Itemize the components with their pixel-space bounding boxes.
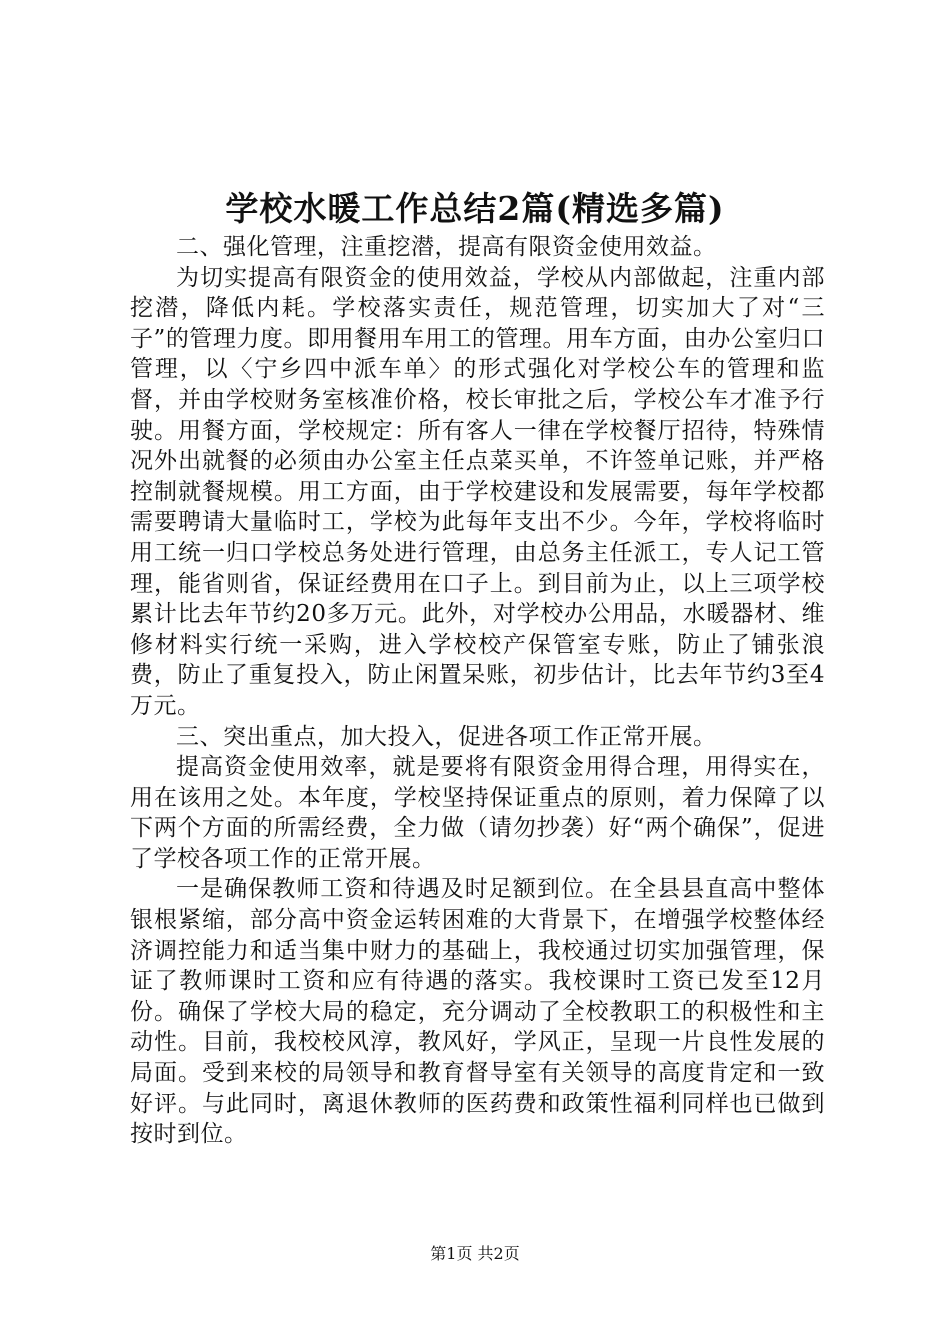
body-paragraph: 提高资金使用效率，就是要将有限资金用得合理，用得实在，用在该用之处。本年度，学校坚持保证重点的原则，着力保障了以下两个方面的所需经费，全力做（请勿抄袭）好“两个确保”，促进了学校各项工作的正常开展。 (130, 754, 825, 872)
document-body (130, 232, 825, 1150)
section-heading: 三、突出重点，加大投入，促进各项工作正常开展。 (176, 723, 717, 750)
document-title: 学校水暖工作总结2篇(精选多篇) (225, 189, 725, 228)
section-heading: 二、强化管理，注重挖潜，提高有限资金使用效益。 (176, 234, 717, 260)
body-paragraph: 为切实提高有限资金的使用效益，学校从内部做起，注重内部挖潜，降低内耗。学校落实责任，规范管理，切实加大了对“三子”的管理力度。即用餐用车用工的管理。用车方面，由办公室归口管理，以〈宁乡四中派车单〉的形式强化对学校公车的管理和监督，并由学校财务室核准价格，校长审批之后，学校公车才准予行驶。用餐方面，学校规定：所有客人一律在学校餐厅招待，特殊情况外出就餐的必须由办公室主任点菜买单，不许签单记账，并严格控制就餐规模。用工方面，由于学校建设和发展需要，每年学校都需要聘请大量临时工，学校为此每年支出不少。今年，学校将临时用工统一归口学校总务处进行管理，由总务主任派工，专人记工管理，能省则省，保证经费用在口子上。到目前为止，以上三项学校累计比去年节约20多万元。此外，对学校办公用品，水暖器材、维修材料实行统一采购，进入学校校产保管室专账，防止了铺张浪费，防止了重复投入，防止闲置呆账，初步估计，比去年节约3至4万元。 (130, 264, 825, 719)
page-number-footer: 第1页 共2页 (430, 1244, 520, 1263)
body-paragraph: 一是确保教师工资和待遇及时足额到位。在全县县直高中整体银根紧缩，部分高中资金运转困难的大背景下，在增强学校整体经济调控能力和适当集中财力的基础上，我校通过切实加强管理，保证了教师课时工资和应有待遇的落实。我校课时工资已发至12月份。确保了学校大局的稳定，充分调动了全校教职工的积极性和主动性。目前，我校校风淳，教风好，学风正，呈现一片良性发展的局面。受到来校的局领导和教育督导室有关领导的高度肯定和一致好评。与此同时，离退休教师的医药费和政策性福利同样也已做到按时到位。 (130, 876, 825, 1148)
